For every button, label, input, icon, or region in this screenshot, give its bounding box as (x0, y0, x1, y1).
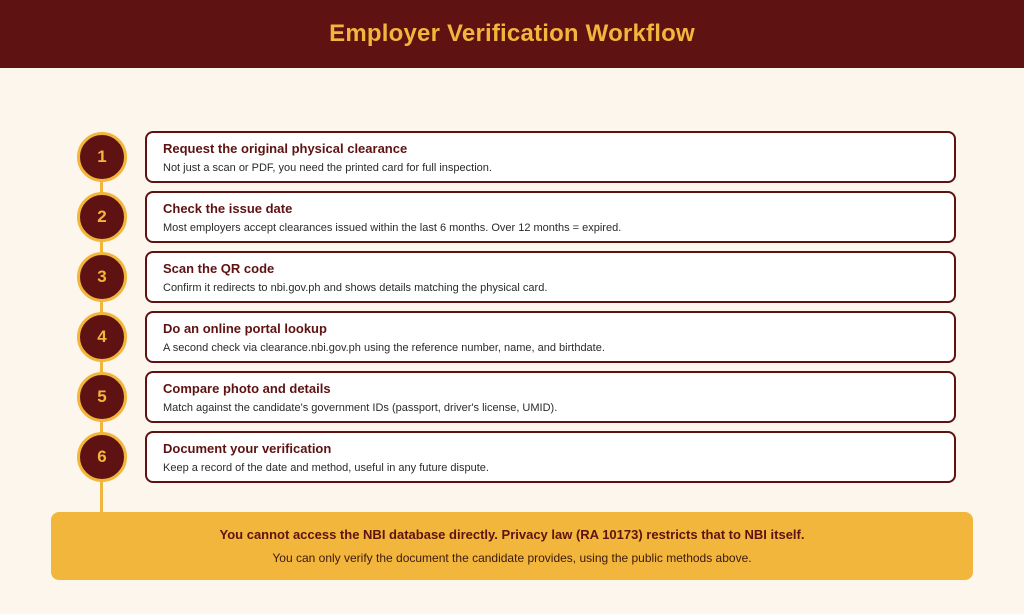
step-description: Not just a scan or PDF, you need the printed card for full inspection. (163, 162, 492, 174)
workflow-step-3 (0, 251, 1024, 303)
step-card (145, 131, 956, 183)
step-title: Do an online portal lookup (163, 321, 327, 336)
workflow-step-1 (0, 131, 1024, 183)
step-number-badge: 2 (77, 192, 127, 242)
step-number-badge: 1 (77, 132, 127, 182)
step-card (145, 371, 956, 423)
step-description: Keep a record of the date and method, useful in any future dispute. (163, 462, 489, 474)
header-banner (0, 0, 1024, 68)
step-description: Match against the candidate's government IDs (passport, driver's license, UMID). (163, 402, 558, 414)
notice-subtext: You can only verify the document the candidate provides, using the public methods above. (272, 551, 752, 565)
step-card (145, 431, 956, 483)
step-title: Document your verification (163, 441, 332, 456)
step-title: Compare photo and details (163, 381, 331, 396)
page-title: Employer Verification Workflow (329, 20, 695, 47)
step-card (145, 251, 956, 303)
step-card (145, 191, 956, 243)
step-number-badge: 6 (77, 432, 127, 482)
notice-headline: You cannot access the NBI database directly. Privacy law (RA 10173) restricts that to NBI itself. (219, 527, 805, 542)
step-number-badge: 3 (77, 252, 127, 302)
step-number-badge: 5 (77, 372, 127, 422)
step-title: Request the original physical clearance (163, 141, 408, 156)
step-title: Check the issue date (163, 201, 293, 216)
workflow-step-2 (0, 191, 1024, 243)
step-card (145, 311, 956, 363)
step-title: Scan the QR code (163, 261, 275, 276)
workflow-step-5 (0, 371, 1024, 423)
workflow-step-4 (0, 311, 1024, 363)
privacy-notice (51, 512, 973, 580)
workflow-step-6 (0, 431, 1024, 483)
step-description: Most employers accept clearances issued within the last 6 months. Over 12 months = expired. (163, 222, 622, 234)
step-number-badge: 4 (77, 312, 127, 362)
step-description: A second check via clearance.nbi.gov.ph using the reference number, name, and birthdate. (163, 342, 605, 354)
step-description: Confirm it redirects to nbi.gov.ph and shows details matching the physical card. (163, 282, 548, 294)
